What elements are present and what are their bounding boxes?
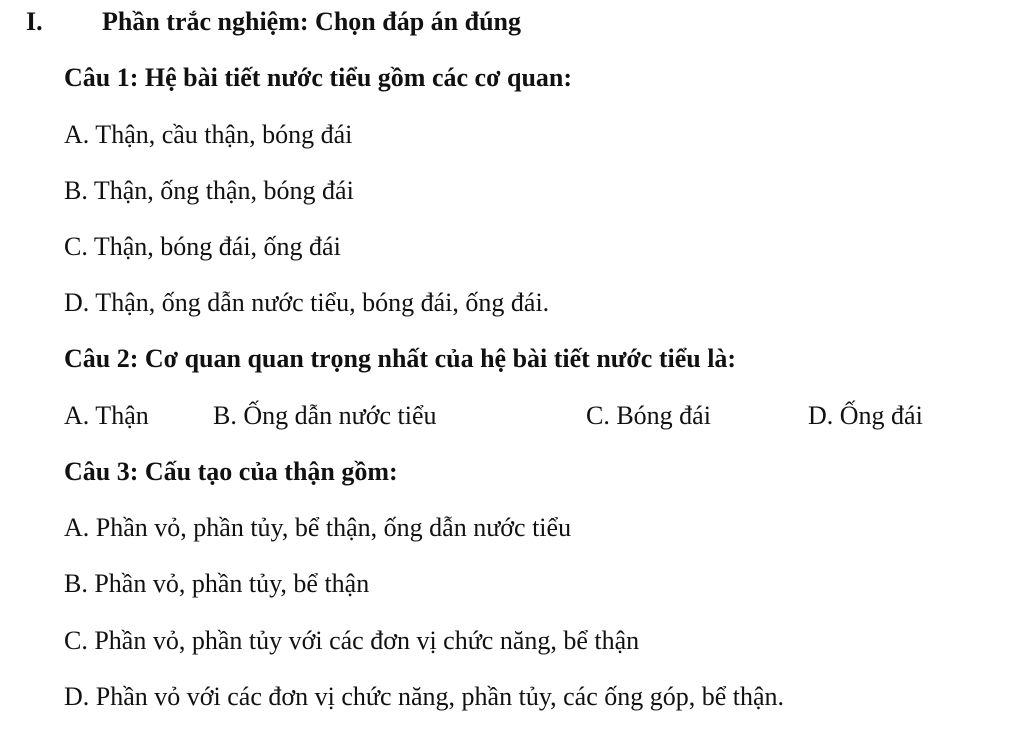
question-1-option-c: C. Thận, bóng đái, ống đái xyxy=(64,232,341,261)
question-2-option-d: D. Ống đái xyxy=(808,401,923,430)
question-3-option-c: C. Phần vỏ, phần tủy với các đơn vị chức năng, bể thận xyxy=(64,626,640,655)
question-2-option-c: C. Bóng đái xyxy=(586,401,711,430)
question-1-option-a: A. Thận, cầu thận, bóng đái xyxy=(64,120,353,149)
question-2-title: Câu 2: Cơ quan quan trọng nhất của hệ bài tiết nước tiểu là: xyxy=(64,344,737,373)
question-2-option-b: B. Ống dẫn nước tiểu xyxy=(213,401,437,430)
question-3-title: Câu 3: Cấu tạo của thận gồm: xyxy=(64,457,398,486)
question-1-option-d: D. Thận, ống dẫn nước tiểu, bóng đái, ống đái. xyxy=(64,288,550,317)
question-1-option-b: B. Thận, ống thận, bóng đái xyxy=(64,176,354,205)
question-1-title: Câu 1: Hệ bài tiết nước tiểu gồm các cơ quan: xyxy=(64,63,573,92)
section-title: Phần trắc nghiệm: Chọn đáp án đúng xyxy=(102,7,521,36)
section-number: I. xyxy=(26,7,43,36)
question-3-option-a: A. Phần vỏ, phần tủy, bể thận, ống dẫn nước tiểu xyxy=(64,513,572,542)
question-3-option-d: D. Phần vỏ với các đơn vị chức năng, phần tủy, các ống góp, bể thận. xyxy=(64,682,785,711)
question-3-option-b: B. Phần vỏ, phần tủy, bể thận xyxy=(64,569,370,598)
question-2-option-a: A. Thận xyxy=(64,401,149,430)
